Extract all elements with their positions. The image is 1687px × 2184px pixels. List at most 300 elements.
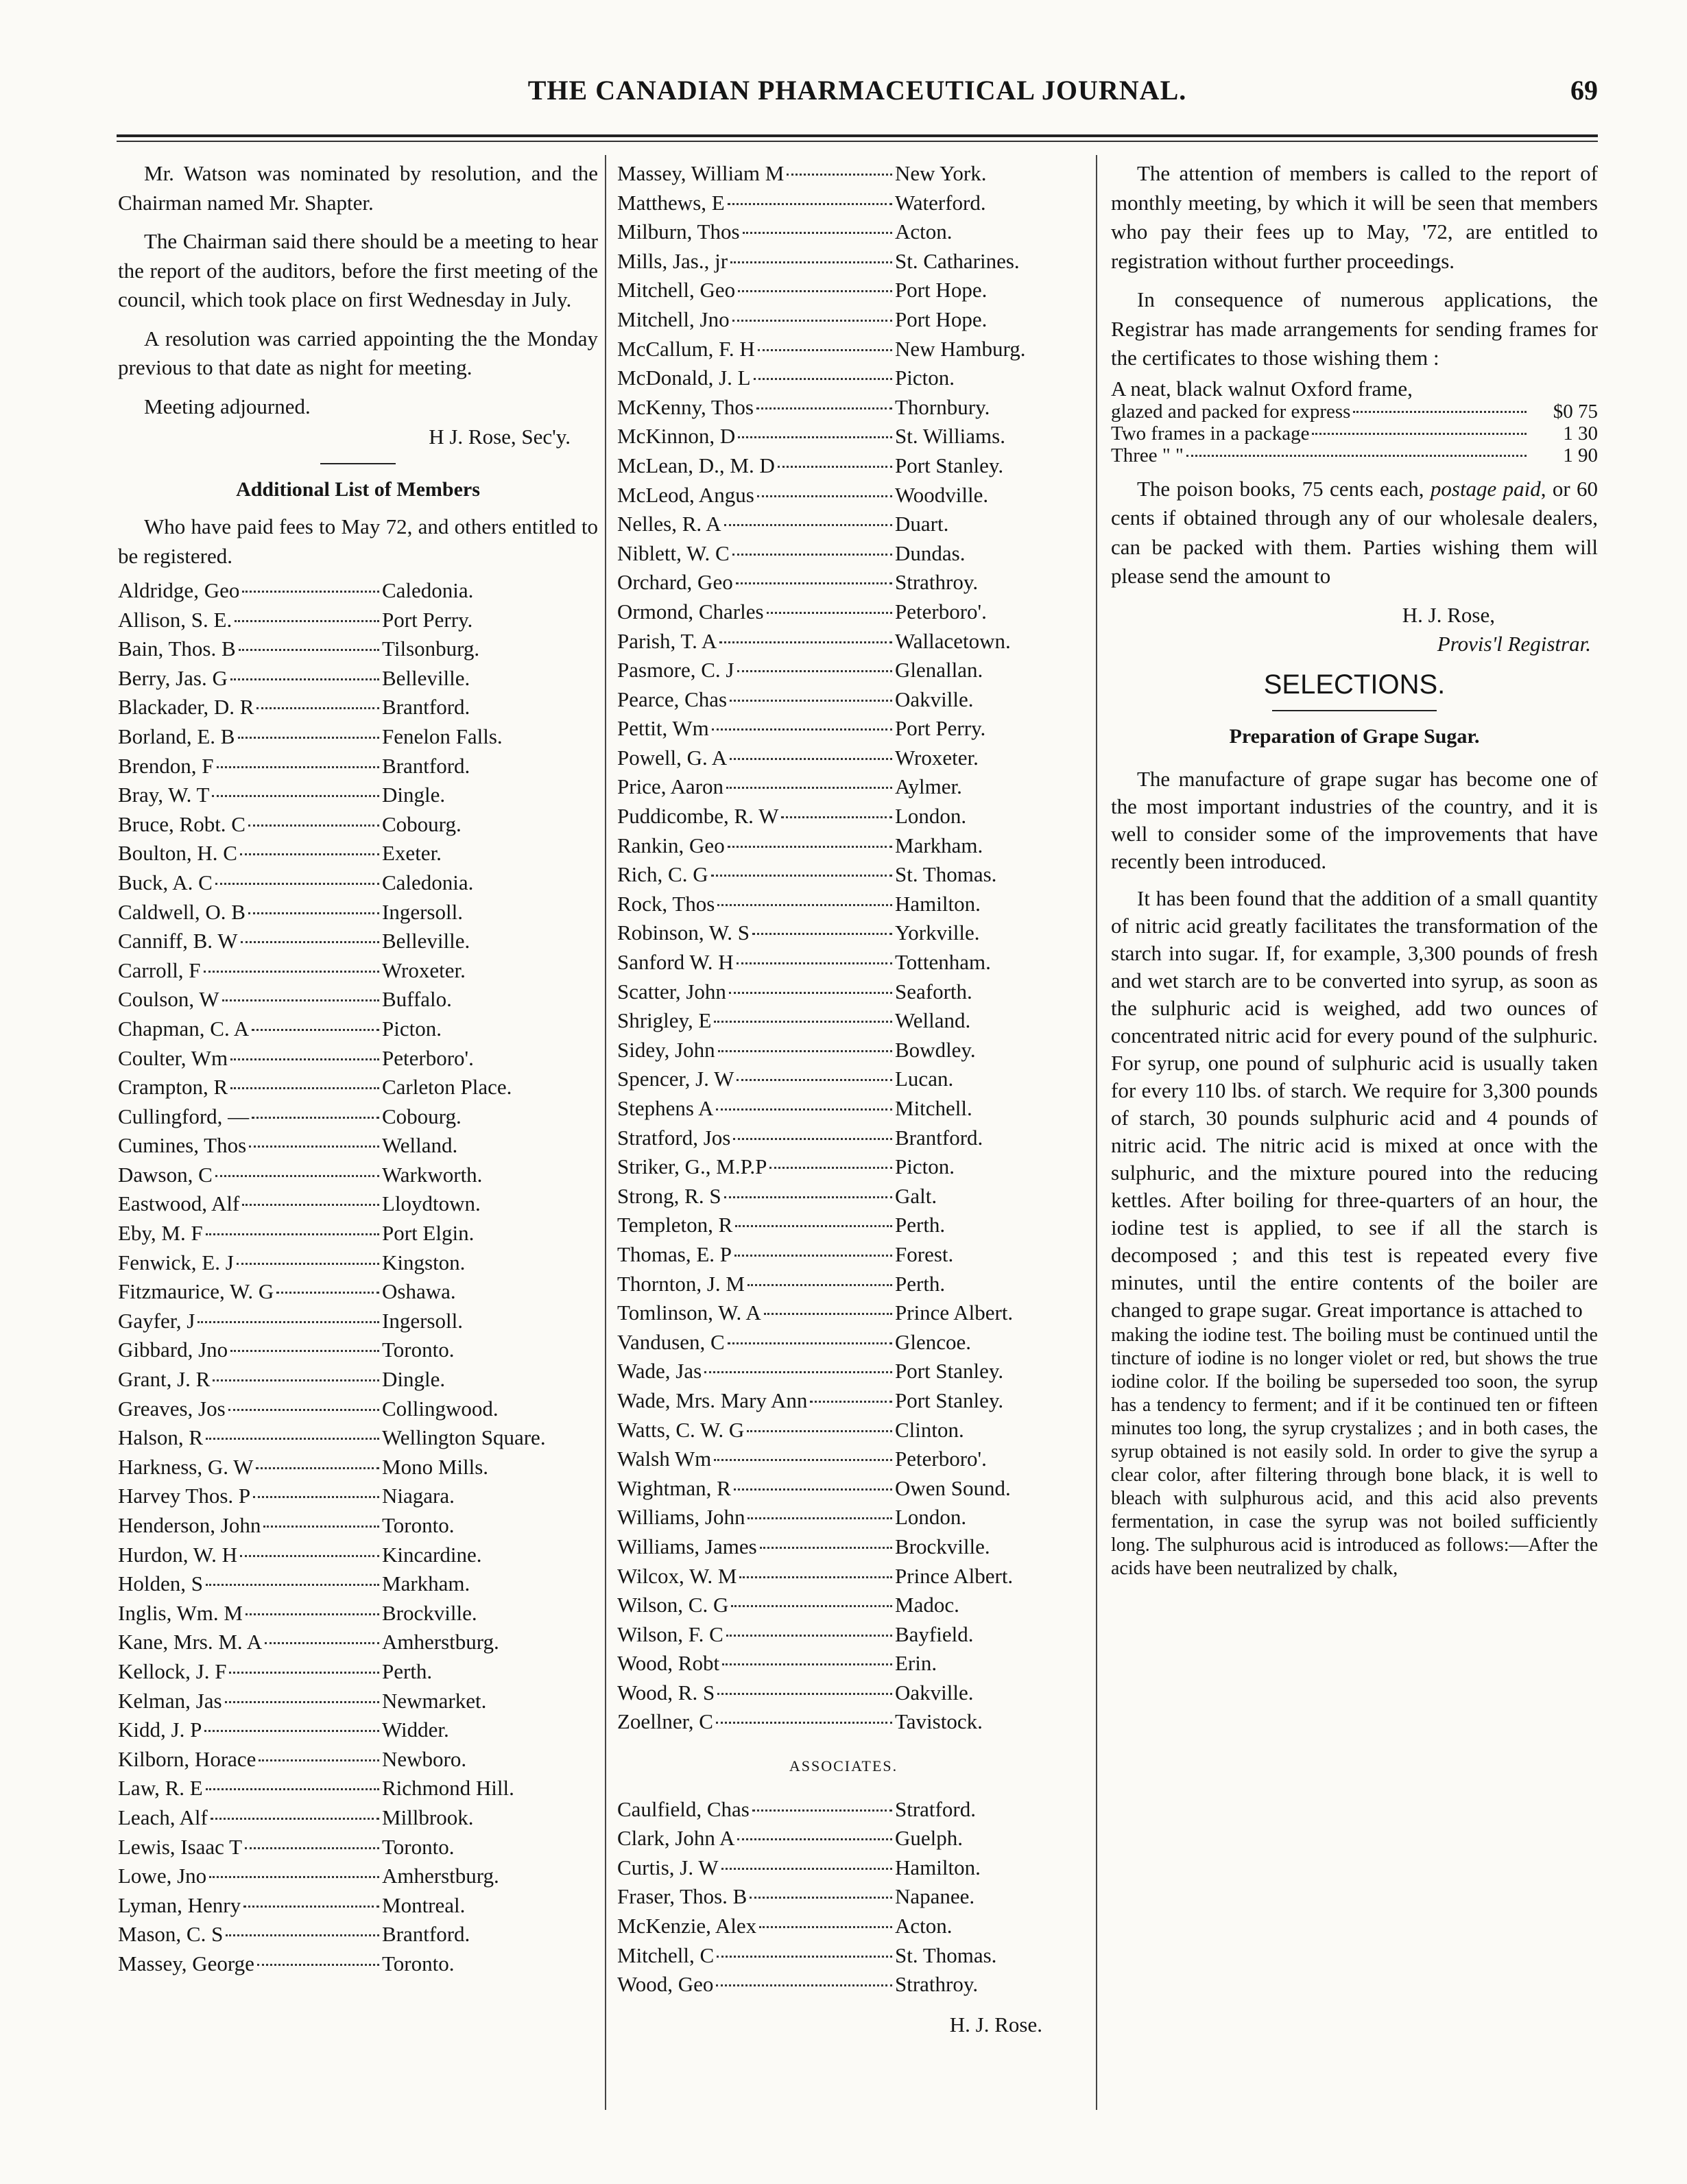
entry-value: Newboro. [382,1746,467,1771]
entry-name: Nelles, R. A [617,512,721,536]
entry-value: Peterboro'. [382,1045,474,1070]
associate-row [617,1853,1070,1883]
member-row [118,1073,598,1102]
member-row [118,1161,598,1190]
entry-value: Thornbury. [895,394,990,419]
entry-name: Parish, T. A [617,628,717,653]
leader-dots [1312,433,1527,435]
leader-dots [213,1379,379,1381]
entry-name: McKenzie, Alex [617,1913,757,1938]
leader-dots [752,1809,892,1812]
article-paragraph-1: The manufacture of grape sugar has become one of the most important industries of the country, and it is well to consider some of the improvements that have recently been introduced. [1111,766,1598,873]
leader-dots [712,728,892,731]
member-row [617,1270,1070,1299]
member-row [617,539,1070,569]
entry-name: glazed and packed for express [1111,400,1351,423]
member-row [617,189,1070,218]
leader-dots [739,1576,892,1578]
member-row [617,1649,1070,1678]
member-row [118,1862,598,1891]
entry-value: Newmarket. [382,1688,487,1713]
leader-dots [206,1788,379,1790]
members-list-left [118,576,598,1979]
entry-value: Fenelon Falls. [382,724,503,748]
member-row [617,1474,1070,1504]
entry-name: Three " " [1111,444,1184,466]
member-row [118,1277,598,1307]
entry-value: Prince Albert. [895,1563,1014,1588]
entry-value: Peterboro'. [895,1447,987,1471]
entry-name: Mitchell, Geo [617,278,736,302]
entry-name: Puddicombe, R. W [617,804,779,829]
member-row [617,1386,1070,1416]
entry-value: Acton. [895,1913,953,1938]
entry-name: Canniff, B. W [118,929,238,953]
member-row [118,1541,598,1570]
entry-name: Wood, Geo [617,1972,714,1997]
entry-value: Yorkville. [895,921,980,945]
member-row [118,1044,598,1073]
leader-dots [736,582,892,584]
entry-name: Wade, Jas [617,1359,702,1384]
entry-name: Caldwell, O. B [118,899,246,924]
registrar-signature: H. J. Rose. [949,2012,1042,2037]
leader-dots [711,875,892,877]
member-row [118,1131,598,1161]
member-row [118,1599,598,1628]
entry-name: McKinnon, D [617,424,736,449]
leader-dots [704,1371,892,1373]
entry-name: Fraser, Thos. B [617,1884,747,1909]
entry-name: Walsh Wm [617,1447,712,1471]
entry-name: Wade, Mrs. Mary Ann [617,1388,808,1412]
member-row [617,1065,1070,1094]
member-row [118,1014,598,1044]
entry-name: Hurdon, W. H [118,1542,237,1567]
entry-value: New Hamburg. [895,336,1026,361]
entry-name: Kellock, J. F [118,1659,227,1683]
associate-row [617,1912,1070,1941]
entry-value: London. [895,804,967,829]
leader-dots [737,962,892,964]
leader-dots [728,846,892,848]
associate-row [617,1795,1070,1825]
leader-dots [750,1897,892,1899]
entry-name: Caulfield, Chas [617,1796,750,1821]
entry-name: Dawson, C [118,1162,213,1187]
associate-row [617,1970,1070,1999]
poison-books-paragraph [1111,475,1598,591]
leader-dots [211,1818,379,1820]
leader-dots [769,1167,892,1169]
member-row [118,1102,598,1132]
leader-dots [263,1526,379,1528]
entry-value: Dundas. [895,541,966,565]
entry-value: Millbrook. [382,1805,474,1829]
leader-dots [718,1050,892,1052]
entry-value: Kingston. [382,1250,466,1274]
entry-value: Carleton Place. [382,1075,512,1100]
leader-dots [737,1838,892,1840]
entry-value: Toronto. [382,1951,455,1975]
entry-name: Buck, A. C [118,870,213,894]
entry-name: Lyman, Henry [118,1892,241,1917]
entry-value: Seaforth. [895,979,972,1004]
member-row [617,1678,1070,1708]
entry-name: Massey, William M [617,161,785,185]
leader-dots [737,670,893,672]
entry-name: Gibbard, Jno [118,1338,228,1362]
leader-dots [714,1459,892,1461]
entry-name: Halson, R [118,1425,203,1450]
member-row [617,422,1070,451]
leader-dots [209,1876,379,1878]
entry-value: St. Thomas. [895,1943,997,1967]
entry-name: Tomlinson, W. A [617,1301,761,1325]
entry-name: Mason, C. S [118,1922,224,1947]
member-row [617,335,1070,364]
entry-name: Striker, G., M.P.P [617,1154,767,1179]
entry-value: Port Stanley. [895,1388,1004,1412]
entry-value: 1 30 [1563,422,1598,444]
left-paragraph-4: Meeting adjourned. [144,394,311,418]
member-row [617,802,1070,831]
leader-dots [717,1693,892,1695]
member-row [617,772,1070,802]
associate-row [617,1941,1070,1971]
entry-name: McLeod, Angus [617,482,754,507]
member-row [118,1774,598,1803]
entry-value: Aylmer. [895,774,962,799]
members-list-middle [617,159,1070,1737]
entry-name: Kilborn, Horace [118,1746,256,1771]
entry-name: Blackader, D. R [118,695,254,720]
entry-name: McDonald, J. L [617,366,751,390]
entry-value: Picton. [895,1154,955,1179]
leader-dots [726,1635,892,1637]
leader-dots [787,174,892,176]
entry-value: Forest. [895,1242,954,1266]
leader-dots [222,999,379,1001]
member-row [118,1949,598,1979]
entry-value: Brantford. [895,1125,983,1150]
article-paragraph-3: making the iodine test. The boiling must be continued until the tincture of iodine is no longer violet or red, but shows the true iodine color. If the boiling be superseded too soon, the syrup has a tendency to ferment; and if it be continued ten or fifteen minutes too long, the syrup crystalizes ; and in both cases, the syrup obtained is not easily sold. In order to give the syrup a clear color, after filtering through bone black, it is well to bleach with sulphurous acid, and this acid also prevents fermentation, in case the syrup was not boiled sufficiently long. The sulphurous acid is introduced as follows:—After the acids have been neutralized by chalk, [1111,1324,1598,1579]
entry-value: Niagara. [382,1484,455,1508]
member-row [617,948,1070,977]
entry-value: Buffalo. [382,987,452,1012]
member-row [617,510,1070,539]
entry-name: Brendon, F [118,753,214,778]
entry-name: Cumines, Thos [118,1133,247,1158]
leader-dots [230,1087,379,1089]
member-row [617,1182,1070,1211]
member-row [118,1336,598,1365]
entry-value: Caledonia. [382,870,474,894]
leader-dots [729,992,892,994]
leader-dots [230,678,379,680]
leader-dots [716,1108,892,1111]
member-row [118,1628,598,1657]
member-row [118,1219,598,1248]
member-row [118,1307,598,1336]
entry-name: Wood, R. S [617,1680,715,1705]
entry-name: Vandusen, C [617,1329,725,1354]
entry-name: Pasmore, C. J [617,658,734,682]
leader-dots [730,758,892,760]
registrar-name: H. J. Rose, [1402,602,1495,627]
header-rule-thick [117,134,1598,137]
entry-value: Caledonia. [382,578,474,602]
entry-value: Welland. [382,1133,458,1158]
entry-name: Kelman, Jas [118,1688,222,1713]
entry-name: Eastwood, Alf [118,1191,240,1216]
secretary-signature: H J. Rose, Sec'y. [429,425,571,449]
leader-dots [257,1964,379,1966]
member-row [617,1298,1070,1328]
leader-dots [230,1058,379,1060]
member-row [118,1482,598,1511]
entry-value: Brockville. [382,1600,477,1625]
leader-dots [235,620,379,622]
entry-value: St. Williams. [895,424,1005,449]
entry-name: Bray, W. T [118,783,210,807]
entry-value: Bayfield. [895,1622,974,1646]
member-row [118,1248,598,1278]
leader-dots [248,912,379,914]
leader-dots [242,1204,379,1206]
entry-value: Port Perry. [382,607,473,632]
member-row [617,1620,1070,1650]
entry-value: $0 75 [1553,400,1598,423]
entry-value: Bowdley. [895,1037,976,1062]
entry-value: Brockville. [895,1534,990,1558]
entry-value: Toronto. [382,1834,455,1859]
leader-dots [240,1555,379,1557]
entry-value: Peterboro'. [895,599,987,624]
entry-name: Berry, Jas. G [118,665,228,690]
selections-rule [1272,710,1437,711]
leader-dots [730,261,892,263]
leader-dots [238,737,380,739]
member-row [617,597,1070,627]
left-paragraph-1: Mr. Watson was nominated by resolution, and the Chairman named Mr. Shapter. [118,161,598,215]
entry-name: Mitchell, Jno [617,307,730,331]
entry-value: Perth. [382,1659,433,1683]
member-row [617,247,1070,276]
entry-value: Napanee. [895,1884,975,1909]
leader-dots [198,1321,379,1323]
member-row [118,927,598,956]
leader-dots [738,290,892,292]
entry-value: Belleville. [382,665,470,690]
leader-dots [1353,411,1527,413]
leader-dots [246,1613,379,1615]
entry-value: Wallacetown. [895,628,1011,653]
member-row [617,1006,1070,1036]
entry-value: Ingersoll. [382,1308,463,1333]
leader-dots [206,1233,379,1235]
entry-value: Tavistock. [895,1709,983,1734]
entry-value: Oakville. [895,1680,974,1705]
leader-dots [733,1138,892,1140]
member-row [118,693,598,722]
selections-heading: SELECTIONS. [1263,669,1446,700]
leader-dots [230,1350,379,1352]
member-row [118,752,598,781]
entry-value: Port Elgin. [382,1221,475,1246]
leader-dots [248,824,379,827]
leader-dots [212,795,379,797]
entry-name: Ormond, Charles [617,599,764,624]
leader-dots [241,941,379,943]
member-row [118,1803,598,1833]
entry-value: London. [895,1505,967,1530]
leader-dots [781,816,892,818]
member-row [617,744,1070,773]
entry-name: Thornton, J. M [617,1271,745,1296]
leader-dots [716,1722,892,1724]
leader-dots [204,971,379,973]
entry-value: Lloydtown. [382,1191,481,1216]
member-row [118,781,598,810]
leader-dots [767,612,892,614]
entry-value: Dingle. [382,783,446,807]
leader-dots [737,1079,892,1081]
right-paragraph-2: In consequence of numerous applications, the Registrar has made arrangements for sending frames for the certificates to those wishing them : [1111,287,1598,370]
members-list-intro: Who have paid fees to May 72, and others entitled to be registered. [118,514,598,568]
entry-value: Stratford. [895,1796,976,1821]
leader-dots [735,1225,892,1227]
entry-value: Welland. [895,1008,971,1033]
entry-name: Curtis, J. W [617,1855,719,1879]
member-row [118,898,598,927]
entry-value: Cobourg. [382,811,462,836]
leader-dots [778,466,892,468]
entry-value: Port Stanley. [895,453,1004,477]
member-row [617,918,1070,948]
member-row [118,664,598,693]
entry-name: Eby, M. F [118,1221,203,1246]
leader-dots [728,203,892,205]
entry-name: Inglis, Wm. M [118,1600,243,1625]
entry-name: Williams, James [617,1534,757,1558]
member-row [118,985,598,1014]
entry-name: Scatter, John [617,979,726,1004]
article-paragraph-2: It has been found that the addition of a small quantity of nitric acid greatly facilitates the transformation of the starch into sugar. If, for example, 3,300 pounds of fresh and wet starch are to be converted into syrup, as soon as the sulphuric acid is weighed, add two ounces of concentrated nitric acid for every pound of the sulphuric. For syrup, one pound of sulphuric acid is usually taken for every 110 lbs. of starch. We require for 3,300 pounds of starch, 30 pounds sulphuric acid and 4 pounds of nitric acid. The nitric acid is mixed at once with the sulphuric, and the mixture poured into the reducing kettles. After boiling for three-quarters of an hour, the iodine test is applied, to see if all the starch is decomposed ; and this test is repeated every five minutes, until the entire contents of the boiler are changed to grape sugar. Great importance is attached to [1111,886,1598,1322]
entry-name: Mitchell, C [617,1943,715,1967]
page-number: 69 [1570,75,1598,106]
entry-value: Hamilton. [895,1855,981,1879]
entry-name: Law, R. E [118,1776,203,1801]
entry-value: New York. [895,161,987,185]
members-list-heading: Additional List of Members [236,477,480,501]
entry-value: Widder. [382,1718,449,1742]
page-header [117,74,1598,122]
entry-name: Carroll, F [118,958,201,982]
entry-value: Cobourg. [382,1104,462,1128]
entry-value: Mono Mills. [382,1454,489,1479]
entry-name: Kidd, J. P [118,1718,202,1742]
entry-value: Richmond Hill. [382,1776,514,1801]
entry-value: Brantford. [382,1922,470,1947]
leader-dots [754,378,892,380]
leader-dots [724,1196,892,1198]
entry-value: St. Catharines. [895,248,1020,273]
entry-name: McKenny, Thos [617,394,754,419]
entry-name: Clark, John A [617,1826,735,1851]
entry-name: Robinson, W. S [617,921,750,945]
entry-name: Pettit, Wm [617,716,709,741]
entry-value: Picton. [895,366,955,390]
middle-column [617,159,1070,2048]
member-row [617,1094,1070,1124]
leader-dots [747,1284,892,1286]
leader-dots [229,1672,379,1674]
leader-dots [732,320,892,322]
entry-value: Amherstburg. [382,1630,499,1654]
entry-name: Strong, R. S [617,1183,721,1208]
member-row [617,1211,1070,1240]
entry-value: Warkworth. [382,1162,483,1187]
entry-name: Sidey, John [617,1037,715,1062]
entry-name: Gayfer, J [118,1308,195,1333]
associates-heading: ASSOCIATES. [789,1757,898,1775]
entry-name: Fitzmaurice, W. G [118,1279,274,1304]
entry-name: Wightman, R [617,1475,731,1500]
entry-value: Perth. [895,1271,946,1296]
member-row [118,810,598,840]
leader-dots [717,904,892,906]
article-heading: Preparation of Grape Sugar. [1229,725,1480,748]
entry-name: McLean, D., M. D [617,453,775,477]
entry-value: Oshawa. [382,1279,456,1304]
entry-name: Mills, Jas., jr [617,248,728,273]
entry-value: Glencoe. [895,1329,972,1354]
leader-dots [252,1117,379,1119]
entry-name: Zoellner, C [617,1709,713,1734]
member-row [617,1503,1070,1532]
member-row [617,364,1070,393]
entry-value: St. Thomas. [895,862,997,887]
leader-dots [204,1730,379,1732]
member-row [617,1357,1070,1386]
entry-value: Collingwood. [382,1396,499,1421]
entry-name: Spencer, J. W [617,1067,734,1091]
registrar-title: Provis'l Registrar. [1437,632,1591,656]
journal-title: THE CANADIAN PHARMACEUTICAL JOURNAL. [527,75,1187,106]
entry-name: Wilcox, W. M [617,1563,737,1588]
right-paragraph-1: The attention of members is called to the report of monthly meeting, by which it will be seen that members who pay their fees up to May, '72, are entitled to registration without further proceedings. [1111,161,1598,273]
member-row [617,305,1070,335]
leader-dots [743,232,892,234]
leader-dots [756,407,892,410]
entry-value: Port Perry. [895,716,986,741]
leader-dots [206,1584,379,1586]
entry-value: Perth. [895,1213,946,1237]
entry-name: Two frames in a package [1111,422,1310,444]
column-divider-1 [605,155,606,2110]
entry-value: Erin. [895,1651,937,1676]
associate-row [617,1824,1070,1853]
entry-name: Stephens A [617,1096,714,1120]
leader-dots [242,591,379,593]
entry-name: Greaves, Jos [118,1396,226,1421]
member-row [617,1532,1070,1562]
leader-dots [716,1984,892,1986]
member-row [617,685,1070,715]
entry-value: Lucan. [895,1067,954,1091]
leader-dots [758,349,892,351]
